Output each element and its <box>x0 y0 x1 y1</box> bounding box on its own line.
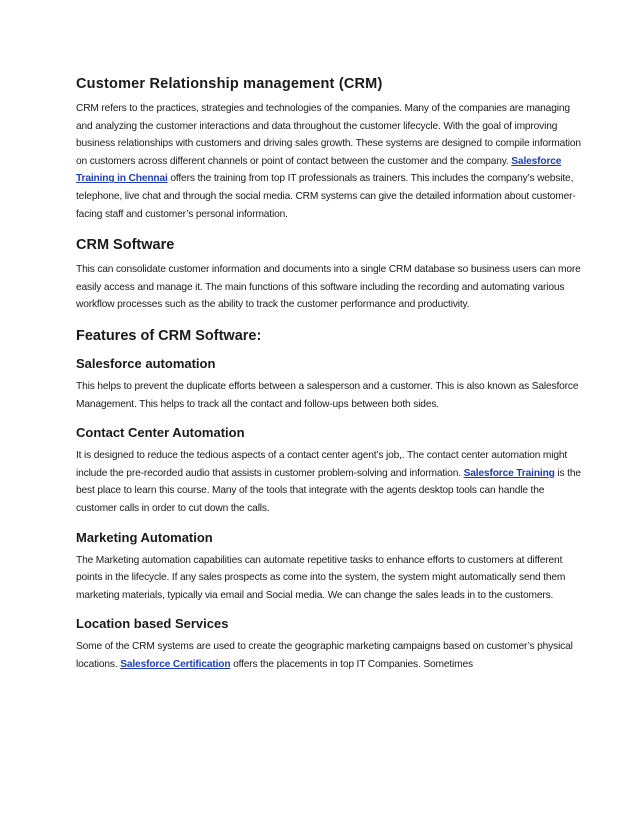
contact-center-text-pre: It is designed to reduce the tedious aspects of a contact center agent’s job,. The contact center automation might include the pre-recorded audio that assists in customer problem-solving and information. <box>76 450 568 479</box>
salesforce-automation-paragraph: This helps to prevent the duplicate efforts between a salesperson and a customer. This is also known as Salesforce Management. This helps to track all the contact and follow-ups between both sides. <box>76 380 579 410</box>
marketing-automation-heading: Marketing Automation <box>76 529 213 545</box>
crm-software-heading: CRM Software <box>76 237 175 254</box>
intro-paragraph <box>76 100 582 223</box>
location-text-post: offers the placements in top IT Companies. Sometimes <box>230 658 473 670</box>
location-text-pre: Some of the CRM systems are used to create the geographic marketing campaigns based on customer’s physical locations. <box>76 641 573 670</box>
contact-center-heading: Contact Center Automation <box>76 425 245 441</box>
document-title: Customer Relationship management (CRM) <box>76 76 383 92</box>
location-services-heading: Location based Services <box>76 616 229 632</box>
marketing-automation-paragraph: The Marketing automation capabilities can automate repetitive tasks to enhance efforts to customers at different points in the lifecycle. If any sales prospects as come into the system, the system might automatically send them marketing materials, typically via email and Social media. We can change the sales leads in to the customers. <box>76 554 566 601</box>
crm-software-paragraph: This can consolidate customer information and documents into a single CRM database so business users can more easily access and manage it. The main functions of this software including the recording and automating various workflow processes such as the ability to track the customer performance and productivity. <box>76 264 581 311</box>
intro-text-post: offers the training from top IT professionals as trainers. This includes the company’s website, telephone, live chat and through the social media. CRM systems can give the detailed information about customer-facing staff and customer’s personal information. <box>76 173 576 220</box>
location-services-paragraph <box>76 638 582 673</box>
salesforce-automation-heading: Salesforce automation <box>76 355 216 371</box>
salesforce-training-link[interactable]: Salesforce Training <box>463 467 555 479</box>
salesforce-certification-link[interactable]: Salesforce Certification <box>120 658 231 670</box>
salesforce-training-chennai-link[interactable]: Salesforce Training in Chennai <box>76 155 562 185</box>
contact-center-text-post: is the best place to learn this course. Many of the tools that integrate with the agents desktop tools can handle the customer calls in order to cut down the calls. <box>76 467 581 514</box>
features-heading: Features of CRM Software: <box>76 327 262 344</box>
intro-text-pre: CRM refers to the practices, strategies and technologies of the companies. Many of the companies are managing and analyzing the customer interactions and data throughout the customer lifecycle. With the goal of improving business relationships with customers and driving sales growth. These systems are designed to compile information on customers across different channels or point of contact between the customer and the company. <box>76 103 581 167</box>
contact-center-paragraph <box>76 447 582 517</box>
